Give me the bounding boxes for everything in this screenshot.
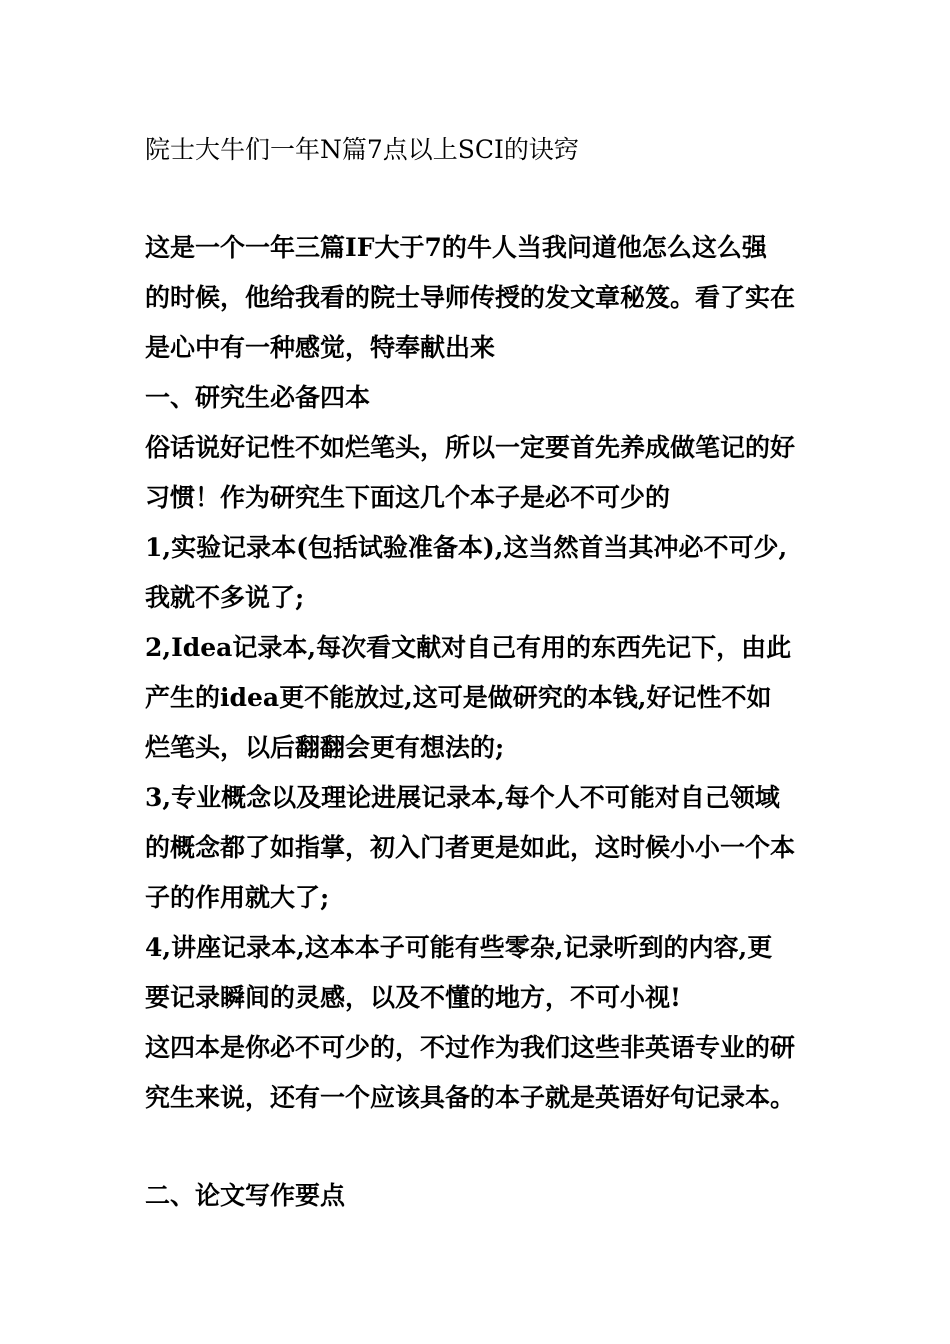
- body-line-10: 产生的idea更不能放过,这可是做研究的本钱,好记性不如: [145, 683, 772, 712]
- body-line-11: 烂笔头，以后翻翻会更有想法的;: [145, 733, 505, 762]
- body-line-17: 这四本是你必不可少的，不过作为我们这些非英语专业的研: [145, 1033, 796, 1062]
- body-line-6: 习惯！作为研究生下面这几个本子是必不可少的: [145, 483, 671, 512]
- body-line-7: 1,实验记录本(包括试验准备本),这当然首当其冲必不可少,: [145, 533, 788, 562]
- body-line-13: 的概念都了如指掌，初入门者更是如此，这时候小小一个本: [145, 833, 796, 862]
- body-line-1: 这是一个一年三篇IF大于7的牛人当我问道他怎么这么强: [145, 233, 767, 262]
- body-line-14: 子的作用就大了;: [145, 883, 330, 912]
- body-line-15: 4,讲座记录本,这本本子可能有些零杂,记录听到的内容,更: [145, 933, 773, 962]
- body-line-2: 的时候，他给我看的院士导师传授的发文章秘笈。看了实在: [145, 283, 796, 312]
- body-line-8: 我就不多说了;: [145, 583, 305, 612]
- body-line-16: 要记录瞬间的灵感，以及不懂的地方，不可小视!: [145, 983, 681, 1012]
- body-line-3: 是心中有一种感觉，特奉献出来: [145, 333, 496, 362]
- body-line-12: 3,专业概念以及理论进展记录本,每个人不可能对自己领域: [145, 783, 780, 812]
- body-line-5: 俗话说好记性不如烂笔头，所以一定要首先养成做笔记的好: [145, 433, 796, 462]
- body-line-18: 究生来说，还有一个应该具备的本子就是英语好句记录本。: [145, 1083, 796, 1112]
- body-line-9: 2,Idea记录本,每次看文献对自己有用的东西先记下，由此: [145, 633, 792, 662]
- document-title: 院士大牛们一年N篇7点以上SCI的诀窍: [145, 135, 579, 164]
- section-heading-2: 二、论文写作要点: [145, 1181, 346, 1210]
- section-heading-1: 一、研究生必备四本: [145, 383, 371, 412]
